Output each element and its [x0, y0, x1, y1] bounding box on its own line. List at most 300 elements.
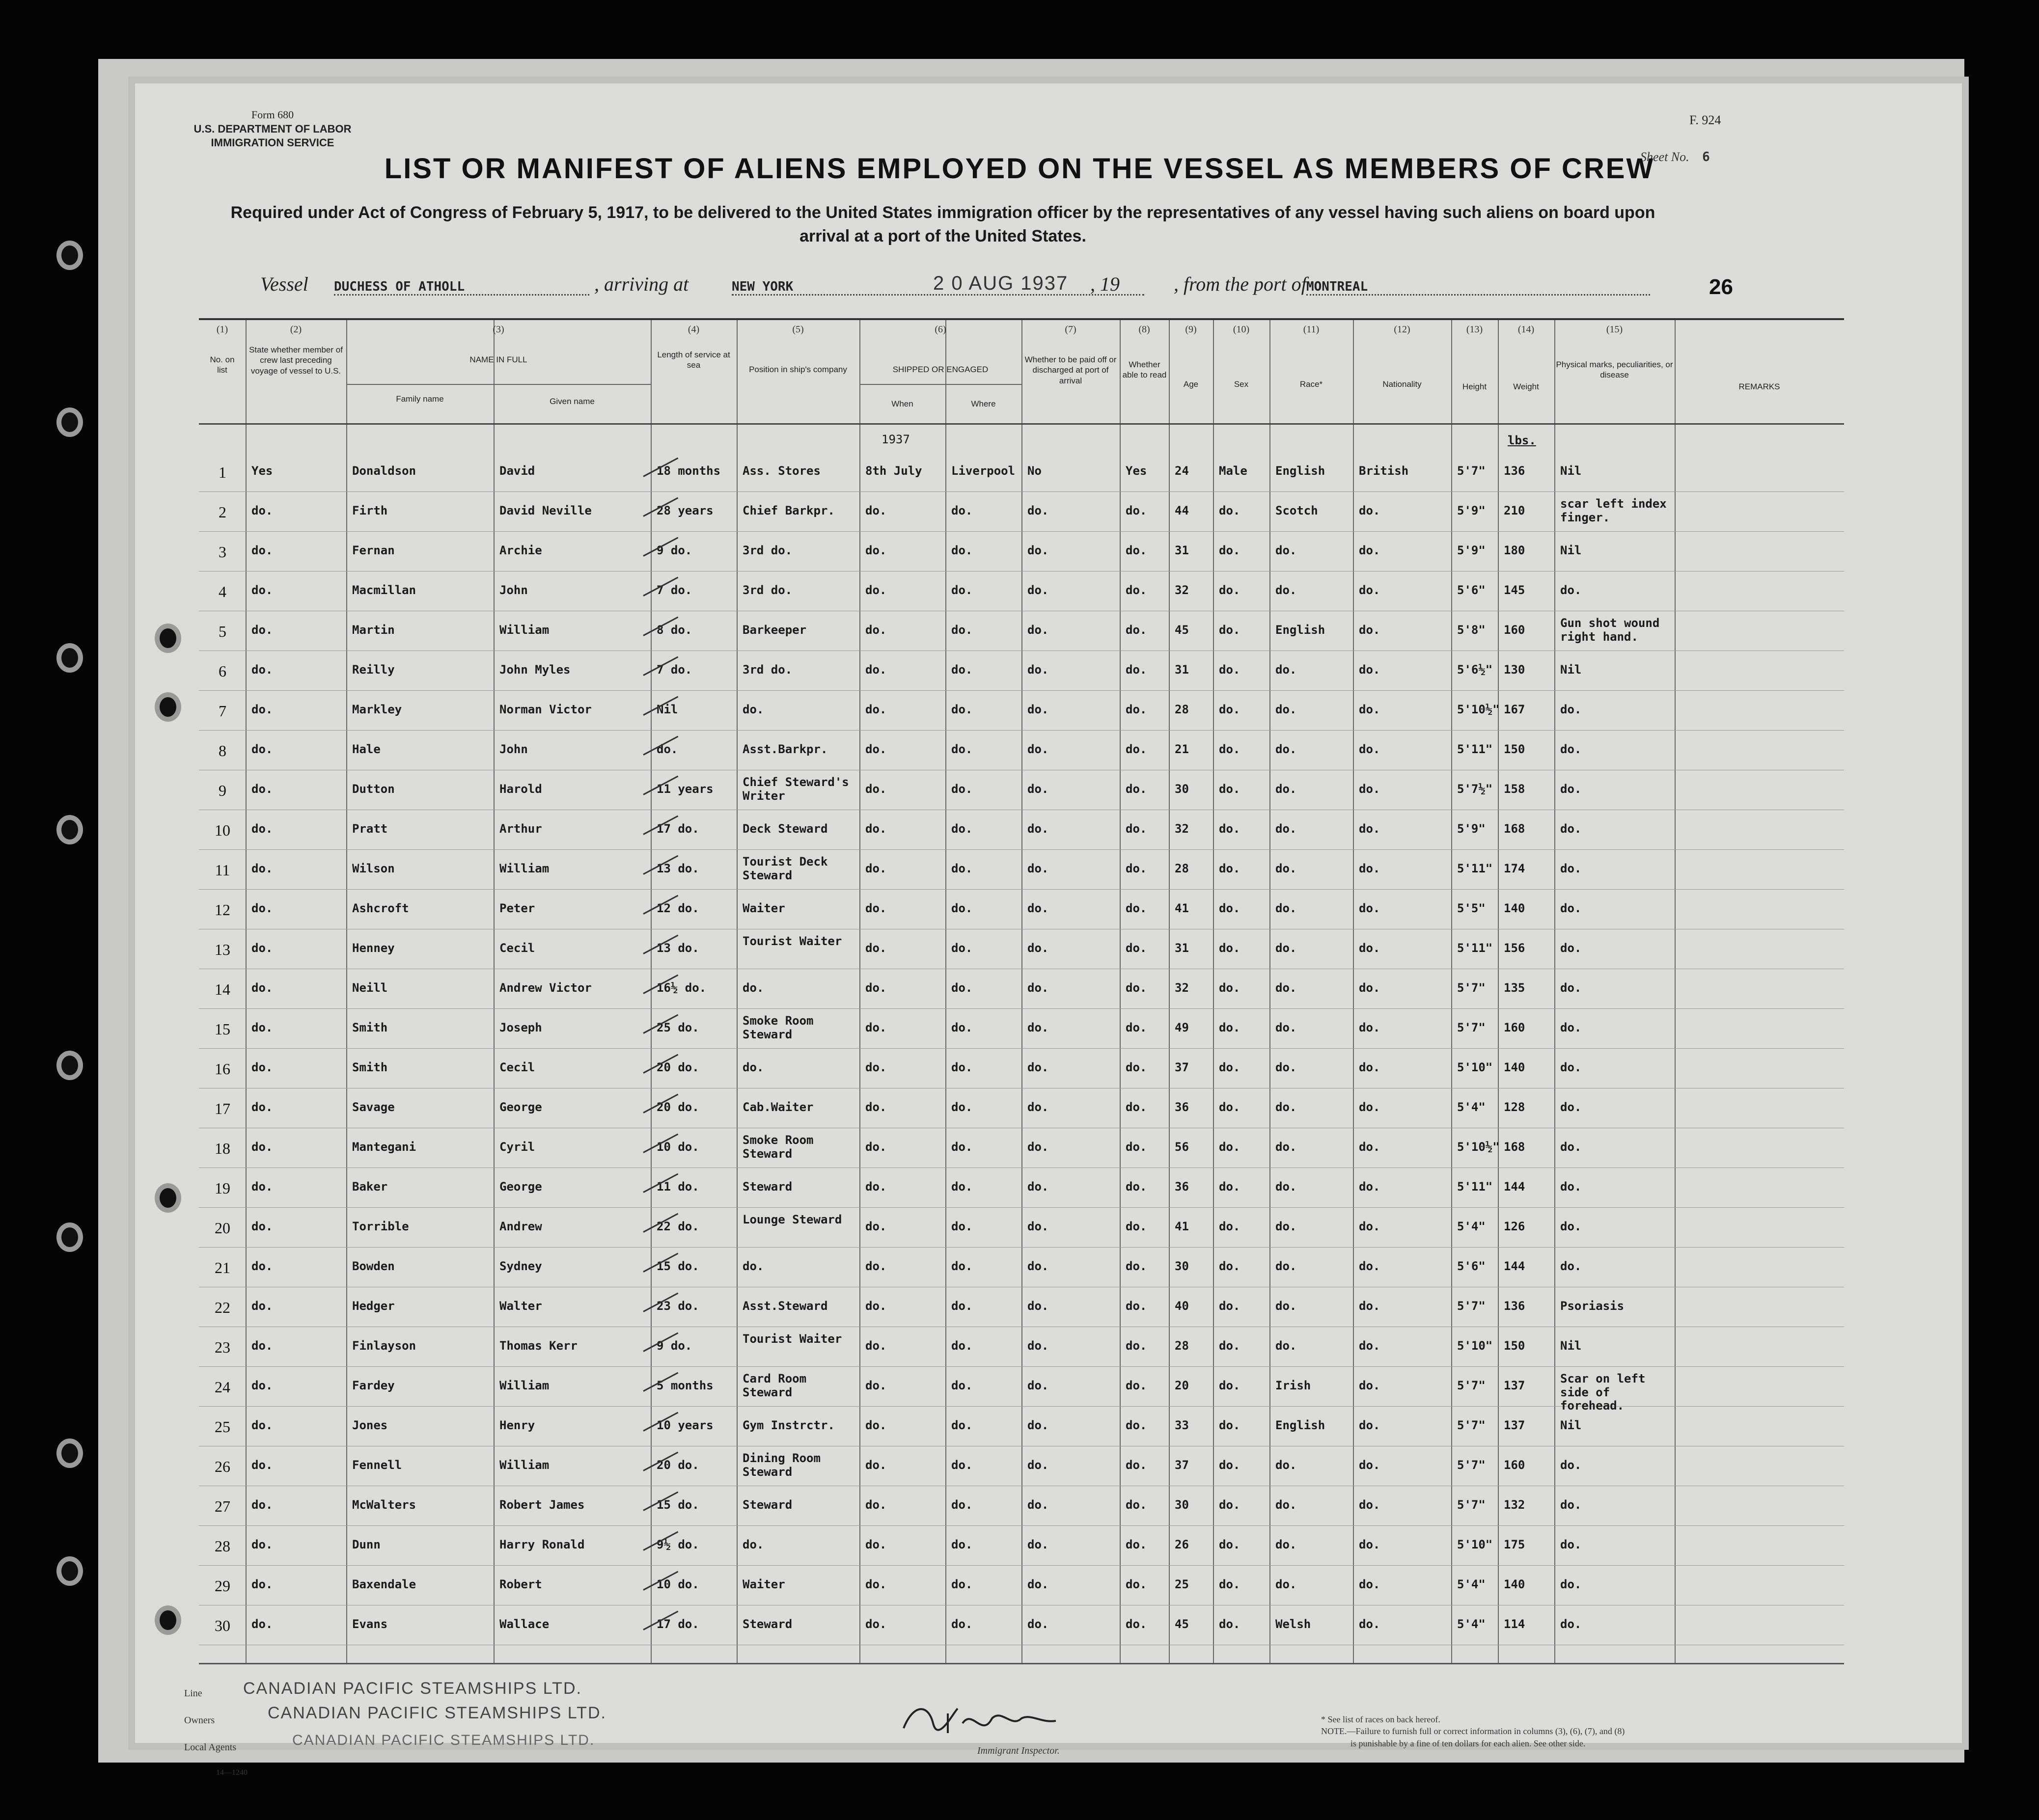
cell-position: Cab.Waiter [743, 1100, 814, 1114]
cell-weight: 140 [1504, 1060, 1525, 1074]
cell-when: do. [865, 742, 887, 756]
column-divider [346, 320, 347, 1663]
cell-sex: do. [1219, 1021, 1240, 1034]
cell-service: 10 do. [657, 1577, 699, 1591]
cell-service: 25 do. [657, 1021, 699, 1034]
cell-weight: 128 [1504, 1100, 1525, 1114]
cell-n: 22 [215, 1299, 230, 1316]
cell-family: Hedger [352, 1299, 395, 1313]
column-divider [1169, 320, 1170, 1663]
cell-family: Smith [352, 1060, 388, 1074]
cell-paid: do. [1027, 1220, 1049, 1233]
cell-where: do. [951, 1180, 973, 1194]
agents-value: CANADIAN PACIFIC STEAMSHIPS LTD. [292, 1732, 595, 1748]
cell-sex: do. [1219, 981, 1240, 995]
note-races: * See list of races on back hereof. [1321, 1714, 1440, 1724]
cell-marks: Nil [1560, 464, 1582, 478]
cell-sex: do. [1219, 1140, 1240, 1154]
cell-race: English [1275, 1418, 1325, 1432]
cell-n: 19 [215, 1179, 230, 1197]
cell-paid: do. [1027, 782, 1049, 796]
header-no-on-list: No. on list [210, 355, 235, 375]
cell-where: do. [951, 941, 973, 955]
cell-given: Arthur [499, 822, 542, 836]
cell-position: do. [743, 703, 764, 716]
cell-weight: 136 [1504, 464, 1525, 478]
cell-height: 5'7" [1457, 464, 1486, 478]
cell-paid: do. [1027, 742, 1049, 756]
cell-prev: do. [251, 822, 273, 836]
cell-height: 5'4" [1457, 1577, 1486, 1591]
cell-when: do. [865, 1339, 887, 1353]
cell-weight: 140 [1504, 901, 1525, 915]
header-subdivider [859, 384, 1021, 385]
cell-height: 5'6" [1457, 583, 1486, 597]
cell-paid: do. [1027, 941, 1049, 955]
cell-paid: do. [1027, 1339, 1049, 1353]
cell-service: 15 do. [657, 1498, 699, 1512]
cell-weight: 168 [1504, 1140, 1525, 1154]
cell-family: Baker [352, 1180, 388, 1194]
cell-paid: do. [1027, 862, 1049, 875]
cell-service: 7 do. [657, 663, 692, 677]
cell-where: do. [951, 623, 973, 637]
cell-sex: do. [1219, 862, 1240, 875]
subtitle-line-2: arrival at a port of the United States. [799, 226, 1086, 245]
cell-service: 10 do. [657, 1140, 699, 1154]
cell-weight: 135 [1504, 981, 1525, 995]
cell-nat: do. [1359, 941, 1380, 955]
cell-marks: Nil [1560, 663, 1582, 677]
cell-read: do. [1126, 1140, 1147, 1154]
binder-hole [61, 1561, 78, 1581]
cell-race: do. [1275, 862, 1297, 875]
cell-prev: do. [251, 1220, 273, 1233]
column-divider [494, 320, 495, 1663]
cell-service: 28 years [657, 504, 714, 517]
cell-paid: do. [1027, 703, 1049, 716]
cell-when: do. [865, 1100, 887, 1114]
cell-nat: do. [1359, 504, 1380, 517]
cell-position: Chief Steward's Writer [743, 775, 849, 803]
cell-family: Mantegani [352, 1140, 416, 1154]
cell-sex: do. [1219, 1577, 1240, 1591]
cell-nat: do. [1359, 1379, 1380, 1392]
cell-position: Chief Barkpr. [743, 504, 835, 517]
cell-race: do. [1275, 1458, 1297, 1472]
cell-prev: do. [251, 941, 273, 955]
cell-given: Robert [499, 1577, 542, 1591]
column-number: (14) [1517, 324, 1535, 335]
cell-height: 5'10½" [1457, 703, 1500, 716]
row-rule [199, 889, 1844, 890]
cell-when: do. [865, 1577, 887, 1591]
cell-paid: do. [1027, 1379, 1049, 1392]
cell-paid: No [1027, 464, 1042, 478]
from-label: , from the port of [1174, 273, 1307, 295]
cell-prev: do. [251, 543, 273, 557]
cell-given: David [499, 464, 535, 478]
header-shipped-engaged: SHIPPED OR ENGAGED [892, 365, 989, 374]
cell-given: Cecil [499, 1060, 535, 1074]
cell-given: William [499, 1379, 550, 1392]
cell-marks: do. [1560, 1220, 1582, 1233]
cell-height: 5'10" [1457, 1339, 1493, 1353]
cell-nat: do. [1359, 1140, 1380, 1154]
cell-height: 5'4" [1457, 1100, 1486, 1114]
cell-position: Barkeeper [743, 623, 807, 637]
cell-height: 5'11" [1457, 862, 1493, 875]
cell-marks: do. [1560, 782, 1582, 796]
cell-given: Harold [499, 782, 542, 796]
cell-race: do. [1275, 941, 1297, 955]
cell-marks: do. [1560, 1180, 1582, 1194]
cell-weight: 136 [1504, 1299, 1525, 1313]
vessel-line [260, 272, 1832, 297]
cell-weight: 130 [1504, 663, 1525, 677]
cell-where: do. [951, 1299, 973, 1313]
cell-paid: do. [1027, 1617, 1049, 1631]
cell-when: do. [865, 862, 887, 875]
line-value: CANADIAN PACIFIC STEAMSHIPS LTD. [243, 1679, 582, 1698]
column-number: (15) [1606, 324, 1623, 335]
cell-sex: do. [1219, 703, 1240, 716]
column-number: (6) [935, 324, 946, 335]
cell-n: 2 [219, 503, 226, 521]
cell-weight: 156 [1504, 941, 1525, 955]
cell-age: 49 [1175, 1021, 1189, 1034]
header-given-name: Given name [550, 397, 595, 406]
cell-weight: 126 [1504, 1220, 1525, 1233]
cell-height: 5'7" [1457, 1458, 1486, 1472]
cell-marks: do. [1560, 822, 1582, 836]
cell-service: 16½ do. [657, 981, 707, 995]
cell-when: do. [865, 1617, 887, 1631]
cell-prev: do. [251, 1498, 273, 1512]
cell-prev: do. [251, 1259, 273, 1273]
cell-given: Norman Victor [499, 703, 592, 716]
cell-read: do. [1126, 543, 1147, 557]
cell-marks: do. [1560, 1060, 1582, 1074]
cell-when: do. [865, 663, 887, 677]
cell-family: Neill [352, 981, 388, 995]
cell-race: do. [1275, 663, 1297, 677]
cell-position: 3rd do. [743, 583, 793, 597]
cell-paid: do. [1027, 1021, 1049, 1034]
cell-height: 5'8" [1457, 623, 1486, 637]
cell-position: Tourist Waiter [743, 934, 842, 948]
cell-prev: Yes [251, 464, 273, 478]
cell-marks: do. [1560, 862, 1582, 875]
cell-read: do. [1126, 1339, 1147, 1353]
cell-sex: do. [1219, 1100, 1240, 1114]
cell-position: Dining Room Steward [743, 1451, 821, 1479]
column-number: (9) [1185, 324, 1197, 335]
cell-race: do. [1275, 782, 1297, 796]
column-number: (4) [688, 324, 700, 335]
cell-family: Hale [352, 742, 381, 756]
cell-family: Macmillan [352, 583, 416, 597]
cell-read: do. [1126, 623, 1147, 637]
cell-where: do. [951, 663, 973, 677]
cell-height: 5'10" [1457, 1538, 1493, 1551]
cell-age: 41 [1175, 901, 1189, 915]
cell-marks: do. [1560, 1100, 1582, 1114]
cell-nat: do. [1359, 1259, 1380, 1273]
column-divider [737, 320, 738, 1663]
cell-n: 24 [215, 1378, 230, 1396]
cell-age: 28 [1175, 1339, 1189, 1353]
cell-paid: do. [1027, 583, 1049, 597]
inspector-signature [894, 1694, 1090, 1743]
cell-when: do. [865, 1418, 887, 1432]
cell-position: 3rd do. [743, 663, 793, 677]
cell-prev: do. [251, 981, 273, 995]
cell-read: do. [1126, 1180, 1147, 1194]
cell-service: 9 do. [657, 1339, 692, 1353]
cell-where: do. [951, 1617, 973, 1631]
header-remarks: REMARKS [1738, 382, 1780, 391]
cell-paid: do. [1027, 1299, 1049, 1313]
cell-race: do. [1275, 1577, 1297, 1591]
header-height: Height [1462, 382, 1487, 391]
cell-nat: do. [1359, 1100, 1380, 1114]
cell-prev: do. [251, 1617, 273, 1631]
cell-read: do. [1126, 1577, 1147, 1591]
header-physical-marks: Physical marks, peculiarities, or disease [1556, 360, 1673, 380]
cell-family: Fardey [352, 1379, 395, 1392]
cell-where: do. [951, 901, 973, 915]
cell-n: 25 [215, 1418, 230, 1436]
header-age: Age [1183, 380, 1199, 389]
binder-hole [61, 1443, 78, 1463]
cell-service: 9½ do. [657, 1538, 699, 1551]
column-divider [1213, 320, 1214, 1663]
column-divider [945, 320, 946, 1663]
cell-nat: do. [1359, 583, 1380, 597]
header-paid-off: Whether to be paid off or discharged at port of arrival [1024, 355, 1117, 385]
cell-where: do. [951, 1060, 973, 1074]
cell-n: 1 [219, 463, 226, 481]
cell-read: do. [1126, 782, 1147, 796]
cell-read: do. [1126, 663, 1147, 677]
cell-height: 5'11" [1457, 742, 1493, 756]
cell-n: 26 [215, 1458, 230, 1475]
cell-prev: do. [251, 1538, 273, 1551]
cell-prev: do. [251, 1458, 273, 1472]
cell-when: do. [865, 1259, 887, 1273]
cell-prev: do. [251, 1021, 273, 1034]
cell-where: do. [951, 1538, 973, 1551]
cell-weight: 144 [1504, 1180, 1525, 1194]
vessel-value: DUCHESS OF ATHOLL [334, 279, 589, 296]
cell-age: 56 [1175, 1140, 1189, 1154]
cell-service: 15 do. [657, 1259, 699, 1273]
cell-prev: do. [251, 623, 273, 637]
cell-n: 10 [215, 821, 230, 839]
cell-age: 32 [1175, 981, 1189, 995]
cell-paid: do. [1027, 1498, 1049, 1512]
cell-read: Yes [1126, 464, 1147, 478]
cell-prev: do. [251, 742, 273, 756]
arriving-value: NEW YORK [732, 279, 1144, 296]
cell-given: John [499, 742, 528, 756]
column-divider [1021, 320, 1022, 1663]
cell-when: 8th July [865, 464, 922, 478]
cell-prev: do. [251, 1418, 273, 1432]
cell-n: 29 [215, 1577, 230, 1595]
row-rule [199, 1366, 1844, 1367]
cell-height: 5'7" [1457, 981, 1486, 995]
cell-when: do. [865, 981, 887, 995]
form-header [192, 108, 354, 150]
cell-when: do. [865, 822, 887, 836]
column-divider [1353, 320, 1354, 1663]
cell-family: Finlayson [352, 1339, 416, 1353]
cell-prev: do. [251, 1180, 273, 1194]
cell-race: do. [1275, 1060, 1297, 1074]
cell-nat: do. [1359, 822, 1380, 836]
cell-n: 21 [215, 1259, 230, 1277]
cell-height: 5'4" [1457, 1220, 1486, 1233]
row-rule [199, 849, 1844, 850]
cell-n: 17 [215, 1100, 230, 1117]
cell-service: 10 years [657, 1418, 714, 1432]
cell-nat: do. [1359, 1498, 1380, 1512]
binder-hole [160, 628, 176, 648]
cell-family: Donaldson [352, 464, 416, 478]
cell-family: Bowden [352, 1259, 395, 1273]
cell-position: Smoke Room Steward [743, 1014, 814, 1041]
cell-weight: 175 [1504, 1538, 1525, 1551]
cell-race: do. [1275, 981, 1297, 995]
column-divider [1269, 320, 1270, 1663]
cell-given: Henry [499, 1418, 535, 1432]
cell-nat: do. [1359, 1299, 1380, 1313]
cell-paid: do. [1027, 981, 1049, 995]
cell-age: 31 [1175, 663, 1189, 677]
cell-age: 37 [1175, 1458, 1189, 1472]
cell-weight: 132 [1504, 1498, 1525, 1512]
cell-weight: 144 [1504, 1259, 1525, 1273]
cell-position: do. [743, 1259, 764, 1273]
sheet-label: Sheet No. [1640, 150, 1689, 164]
cell-family: Dunn [352, 1538, 381, 1551]
line-label: Line [184, 1688, 202, 1699]
cell-position: Lounge Steward [743, 1213, 842, 1226]
cell-position: Asst.Barkpr. [743, 742, 828, 756]
cell-race: do. [1275, 1180, 1297, 1194]
service: IMMIGRATION SERVICE [211, 136, 334, 149]
cell-paid: do. [1027, 504, 1049, 517]
cell-position: Smoke Room Steward [743, 1133, 814, 1161]
cell-where: do. [951, 1021, 973, 1034]
cell-family: Reilly [352, 663, 395, 677]
cell-age: 28 [1175, 862, 1189, 875]
column-number: (11) [1303, 324, 1320, 335]
cell-nat: do. [1359, 1458, 1380, 1472]
cell-n: 3 [219, 543, 226, 561]
cell-where: do. [951, 1339, 973, 1353]
cell-where: do. [951, 1220, 973, 1233]
cell-marks: do. [1560, 941, 1582, 955]
cell-weight: 137 [1504, 1418, 1525, 1432]
cell-sex: do. [1219, 1418, 1240, 1432]
binder-hole [160, 1610, 176, 1630]
cell-nat: do. [1359, 663, 1380, 677]
cell-marks: do. [1560, 1577, 1582, 1591]
cell-height: 5'7½" [1457, 782, 1493, 796]
cell-when: do. [865, 901, 887, 915]
cell-where: do. [951, 862, 973, 875]
cell-age: 40 [1175, 1299, 1189, 1313]
cell-service: 23 do. [657, 1299, 699, 1313]
cell-race: do. [1275, 742, 1297, 756]
cell-service: 8 do. [657, 623, 692, 637]
cell-n: 11 [215, 861, 230, 879]
cell-position: Gym Instrctr. [743, 1418, 835, 1432]
cell-family: Fernan [352, 543, 395, 557]
cell-read: do. [1126, 1379, 1147, 1392]
header-last-voyage: State whether member of crew last preceding voyage of vessel to U.S. [249, 345, 343, 376]
cell-race: do. [1275, 1220, 1297, 1233]
cell-marks: do. [1560, 901, 1582, 915]
cell-prev: do. [251, 1379, 273, 1392]
cell-race: English [1275, 464, 1325, 478]
cell-where: do. [951, 504, 973, 517]
cell-weight: 160 [1504, 1021, 1525, 1034]
cell-given: David Neville [499, 504, 592, 517]
cell-weight: 114 [1504, 1617, 1525, 1631]
cell-marks: do. [1560, 1498, 1582, 1512]
binder-hole [61, 1056, 78, 1075]
cell-given: Peter [499, 901, 535, 915]
cell-age: 44 [1175, 504, 1189, 517]
cell-given: Harry Ronald [499, 1538, 585, 1551]
header-position: Position in ship's company [749, 365, 847, 374]
cell-prev: do. [251, 1060, 273, 1074]
print-code: 14—1240 [216, 1768, 248, 1777]
cell-paid: do. [1027, 1140, 1049, 1154]
cell-family: Dutton [352, 782, 395, 796]
cell-read: do. [1126, 742, 1147, 756]
cell-read: do. [1126, 504, 1147, 517]
cell-position: Asst.Steward [743, 1299, 828, 1313]
cell-family: Wilson [352, 862, 395, 875]
cell-sex: do. [1219, 663, 1240, 677]
cell-read: do. [1126, 1538, 1147, 1551]
cell-race: do. [1275, 1140, 1297, 1154]
cell-nat: do. [1359, 1060, 1380, 1074]
cell-service: 17 do. [657, 822, 699, 836]
cell-when: do. [865, 782, 887, 796]
cell-where: do. [951, 1259, 973, 1273]
year-label: , 19 [1090, 273, 1120, 295]
cell-given: George [499, 1100, 542, 1114]
cell-height: 5'11" [1457, 1180, 1493, 1194]
cell-given: Walter [499, 1299, 542, 1313]
cell-service: 20 do. [657, 1458, 699, 1472]
cell-read: do. [1126, 941, 1147, 955]
cell-weight: 160 [1504, 623, 1525, 637]
cell-height: 5'7" [1457, 1418, 1486, 1432]
cell-weight: 145 [1504, 583, 1525, 597]
cell-service: 11 do. [657, 1180, 699, 1194]
cell-paid: do. [1027, 1100, 1049, 1114]
cell-marks: Gun shot wound right hand. [1560, 616, 1660, 644]
cell-n: 16 [215, 1060, 230, 1078]
cell-age: 36 [1175, 1180, 1189, 1194]
